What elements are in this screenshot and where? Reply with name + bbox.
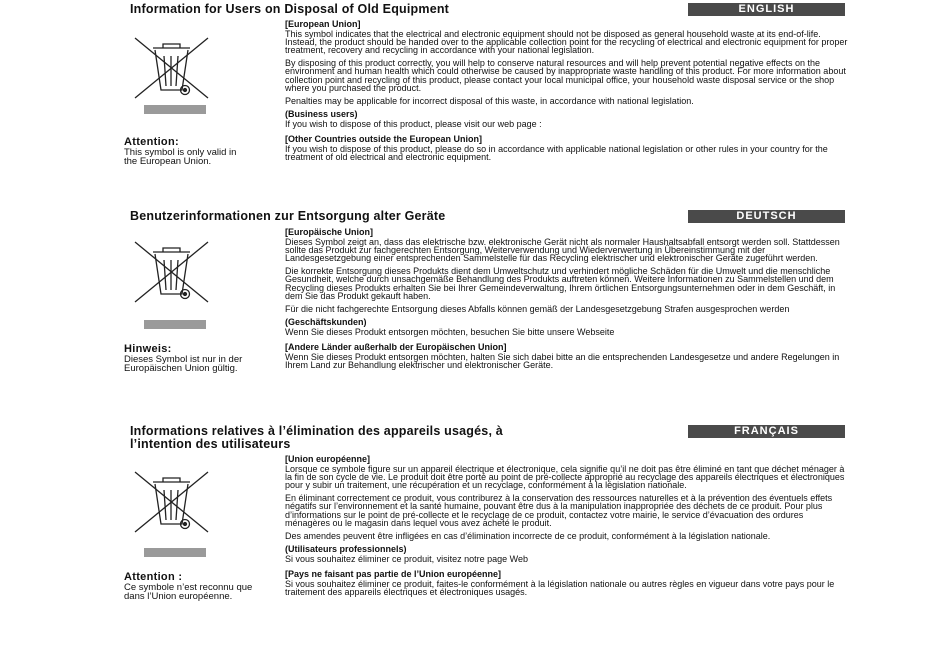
paragraph-1: Lorsque ce symbole figure sur un appareil électrique et électronique, cela signifie qu’il ne doit pas être éliminé en tant que déchet ménager à la fin de son cycle de vie. Le produit doit être porté au point de pré-collecte approprié au recyclage des appareils électriques et électroniques pour y subir un traitement, une récupération et un recyclage, conformément à la législation nationale. bbox=[285, 464, 845, 491]
other-countries-text: Si vous souhaitez éliminer ce produit, faites-le conformément à la législation nationale ou autres règles en vigueur dans votre pays pour le traitement des appareils électriques et électroniques usagés. bbox=[285, 579, 835, 598]
other-countries-heading: [Pays ne faisant pas partie de l’Union européenne] bbox=[285, 569, 502, 580]
francais-text bbox=[285, 455, 850, 601]
section-title bbox=[130, 425, 503, 451]
eu-heading: [Europäische Union] bbox=[285, 227, 374, 237]
language-badge: FRANÇAIS bbox=[688, 425, 845, 438]
attention-text: This symbol is only valid in the European Union. bbox=[124, 147, 237, 167]
english-text bbox=[285, 20, 850, 166]
section-title-line-2: l’intention des utilisateurs bbox=[130, 437, 291, 451]
attention-note bbox=[124, 571, 274, 601]
attention-text: Dieses Symbol ist nur in der Europäischen Union gültig. bbox=[124, 354, 243, 374]
other-countries-heading: [Andere Länder außerhalb der Europäischen Union] bbox=[285, 342, 507, 353]
paragraph-2: By disposing of this product correctly, you will help to conserve natural resources and will help prevent potential negative effects on the environment and human health which could otherwise be caused by inappropriate waste handling of this product. For more information about collection point and recycling of this product, please contact your local municipal office, your household waste disposal service or the shop where you purchased the product. bbox=[285, 58, 846, 93]
business-text: Si vous souhaitez éliminer ce produit, visitez notre page Web bbox=[285, 553, 528, 564]
section-title: Information for Users on Disposal of Old Equipment bbox=[130, 2, 450, 16]
eu-heading: [Union européenne] bbox=[285, 454, 370, 464]
crossed-bin-icon bbox=[133, 240, 210, 304]
paragraph-1: Dieses Symbol zeigt an, dass das elektrische bzw. elektronische Gerät nicht als normaler Haushaltsabfall entsorgt werden soll. Stattdessen sollte das Produkt zur fachgerechten Entsorgung, Weiterverwendung und Wiederverwertung in Übereinstimmung mit der Landesgesetzgebung einer entsprechenden Sammelstelle für das Recycling elektrischer und elektronischer Geräte zugeführt werden. bbox=[285, 237, 840, 264]
paragraph-3: Penalties may be applicable for incorrect disposal of this waste, in accordance with national legislation. bbox=[285, 95, 694, 106]
other-countries-text: Wenn Sie dieses Produkt entsorgen möchten, halten Sie sich dabei bitte an die entsprechenden Landesgesetze und andere Regelungen in Ihrem Land zur Behandlung elektrischer und elektronischer Geräte. bbox=[285, 352, 840, 371]
attention-note bbox=[124, 343, 274, 373]
crossed-bin-icon bbox=[133, 470, 210, 534]
language-badge: DEUTSCH bbox=[688, 210, 845, 223]
business-text: Wenn Sie dieses Produkt entsorgen möchten, besuchen Sie bitte unsere Webseite bbox=[285, 326, 615, 337]
section-title: Benutzerinformationen zur Entsorgung alter Geräte bbox=[130, 209, 446, 223]
attention-heading: Attention: bbox=[124, 136, 179, 148]
business-heading: (Utilisateurs professionnels) bbox=[285, 543, 407, 554]
paragraph-1: This symbol indicates that the electrical and electronic equipment should not be disposed as general household waste at its end-of-life. Instead, the product should be handed over to the applicable collection point for the recycling of electrical and electronic equipment for proper treatment, recovery and recycling in accordance with your national legislation. bbox=[285, 29, 848, 56]
symbol-bar bbox=[144, 320, 206, 329]
section-title-line-1: Informations relatives à l’élimination des appareils usagés, à bbox=[130, 424, 503, 438]
attention-heading: Hinweis: bbox=[124, 343, 172, 355]
paragraph-3: Des amendes peuvent être infligées en cas d’élimination incorrecte de ce produit, conformément à la législation nationale. bbox=[285, 530, 771, 541]
symbol-bar bbox=[144, 548, 206, 557]
paragraph-2: Die korrekte Entsorgung dieses Produkts dient dem Umweltschutz und verhindert mögliche Schäden für die Umwelt und die menschliche Gesundheit, welche durch unsachgemäße Behandlung des Produkts auftreten können. Weitere Informationen zu Sammelstellen und dem Recycling dieses Produkts erhalten Sie bei Ihrer Gemeindeverwaltung, Ihrem örtlichen Entsorgungsunternehmen oder in dem Geschäft, in dem Sie das Produkt gekauft haben. bbox=[285, 266, 836, 301]
other-countries-heading: [Other Countries outside the European Union] bbox=[285, 134, 483, 145]
business-text: If you wish to dispose of this product, please visit our web page : bbox=[285, 118, 542, 129]
deutsch-text bbox=[285, 228, 850, 374]
language-badge: ENGLISH bbox=[688, 3, 845, 16]
other-countries-text: If you wish to dispose of this product, please do so in accordance with applicable national legislation or other rules in your country for the treatment of old electrical and electronic equipment. bbox=[285, 144, 828, 163]
attention-heading: Attention : bbox=[124, 571, 183, 583]
crossed-bin-icon bbox=[133, 36, 210, 100]
paragraph-2: En éliminant correctement ce produit, vous contriburez à la conservation des ressources naturelles et à la prévention des éventuels effets négatifs sur l’environnement et la santé humaine, pouvant être dus à la manipulation inappropriée des déchets de ce produit. Pour plus d’informations sur le point de pré-collecte et le recyclage de ce produit, contactez votre mairie, le service d’évacuation des ordures ménagères ou le magasin dans lequel vous avez acheté le produit. bbox=[285, 493, 833, 528]
business-heading: (Geschäftskunden) bbox=[285, 316, 367, 327]
eu-heading: [European Union] bbox=[285, 19, 361, 29]
paragraph-3: Für die nicht fachgerechte Entsorgung dieses Abfalls können gemäß der Landesgesetzgebung Strafen ausgesprochen werden bbox=[285, 303, 790, 314]
attention-text: Ce symbole n’est reconnu que dans l’Union européenne. bbox=[124, 582, 253, 602]
business-heading: (Business users) bbox=[285, 108, 358, 119]
symbol-bar bbox=[144, 105, 206, 114]
attention-note bbox=[124, 136, 274, 166]
